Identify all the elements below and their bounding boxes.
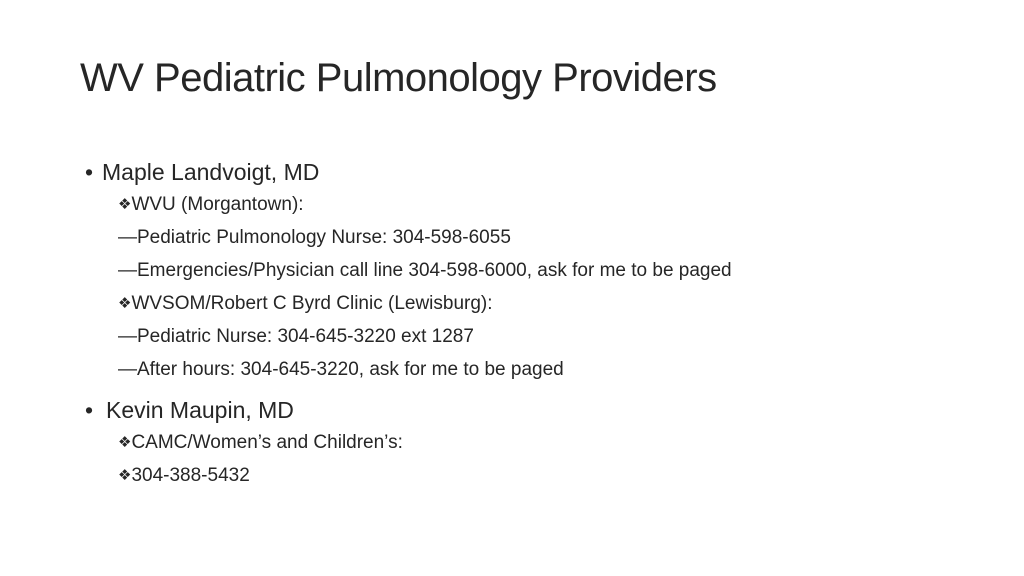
diamond-bullet-icon: ❖ — [118, 434, 132, 451]
sub-item-pediatric-nurse — [118, 320, 982, 353]
sub-item-text: Pediatric Nurse: 304-645-3220 ext 1287 — [137, 326, 474, 347]
sub-item-emergencies — [118, 254, 982, 287]
dash-bullet-icon: — — [118, 326, 137, 347]
dash-bullet-icon: — — [118, 359, 137, 380]
slide-body — [85, 156, 982, 492]
sub-item-text: 304-388-5432 — [131, 465, 250, 486]
provider-name-text: Maple Landvoigt, MD — [102, 159, 320, 185]
sub-item-text: After hours: 304-645-3220, ask for me to be paged — [137, 359, 564, 380]
sub-item-text: Emergencies/Physician call line 304-598-6000, ask for me to be paged — [137, 260, 732, 281]
sub-item-camc-phone — [118, 459, 982, 492]
sub-item-text: WVSOM/Robert C Byrd Clinic (Lewisburg): — [131, 293, 493, 314]
dash-bullet-icon: — — [118, 260, 137, 281]
provider-name-2 — [85, 394, 982, 426]
provider-name-1 — [85, 156, 982, 188]
provider-name-text: Kevin Maupin, MD — [106, 397, 294, 423]
diamond-bullet-icon: ❖ — [118, 295, 132, 312]
diamond-bullet-icon: ❖ — [118, 196, 132, 213]
dash-bullet-icon: — — [118, 227, 137, 248]
sub-item-after-hours — [118, 353, 982, 386]
sub-item-wvu — [118, 188, 982, 221]
sub-item-camc — [118, 426, 982, 459]
sub-item-pulm-nurse — [118, 221, 982, 254]
sub-item-text: Pediatric Pulmonology Nurse: 304-598-6055 — [137, 227, 511, 248]
sub-item-text: CAMC/Women’s and Children’s: — [131, 432, 403, 453]
slide-title: WV Pediatric Pulmonology Providers — [80, 56, 717, 100]
sub-item-text: WVU (Morgantown): — [131, 194, 304, 215]
sub-item-wvsom — [118, 287, 982, 320]
bullet-icon: • — [85, 159, 94, 185]
diamond-bullet-icon: ❖ — [118, 467, 132, 484]
bullet-icon: • — [85, 397, 94, 423]
